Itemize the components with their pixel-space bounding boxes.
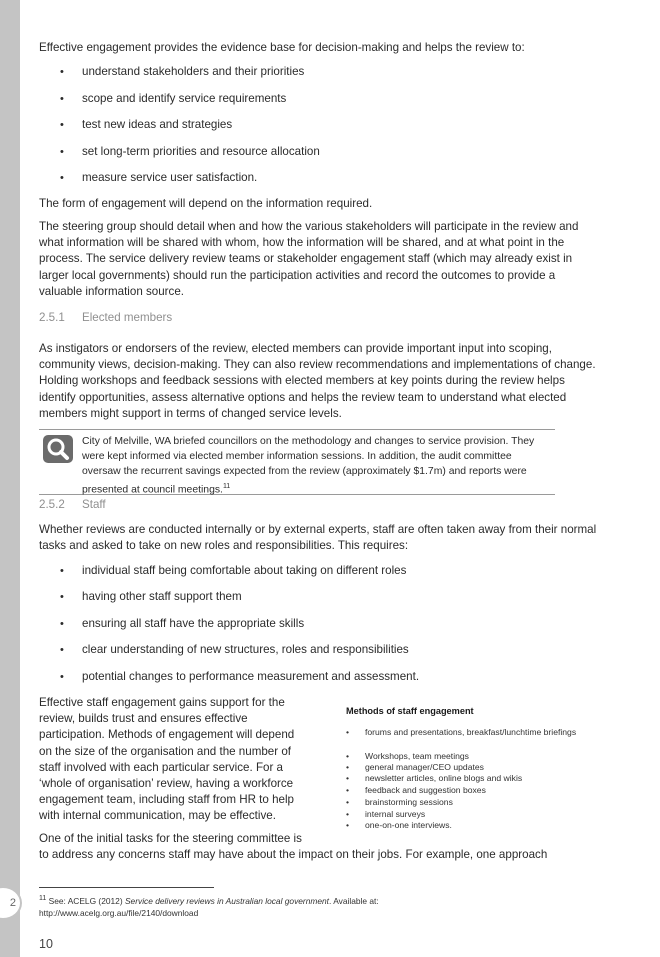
staff-paragraph: Whether reviews are conducted internally or by external experts, staff are often taken away from their normal tasks and asked to take on new roles and responsibilities. This requires:: [39, 523, 597, 553]
form-paragraph: The form of engagement will depend on the information required.: [39, 197, 373, 210]
side-tab-marker: 2: [0, 886, 22, 920]
initial-tasks-paragraph: One of the initial tasks for the steering committee is to address any concerns staff may have about the impact on their jobs. For example, one approach: [39, 832, 548, 862]
case-study-text: City of Melville, WA briefed councillors on the methodology and changes to service provision. They were kept informed via elected member information sessions. In addition, the audit committee oversaw the recurrent savings expected from the review (approximately $1.7m) and reports were presented at council meetings.$^{11}$: [82, 436, 535, 496]
methods-box-title: Methods of staff engagement: [346, 706, 474, 716]
footnote-link[interactable]: http://www.acelg.org.au/file/2140/download: [39, 907, 199, 918]
page-number: 10: [39, 937, 53, 951]
section-heading-staff: 2.5.2 Staff: [39, 498, 106, 511]
footnote: $^{11}$ See: ACELG (2012) Service delivery reviews in Australian local government. Available at: http://www.acelg.org.au/file/2140/download: [39, 893, 599, 919]
engagement-paragraph: Effective staff engagement gains support for the review, builds trust and ensures effective participation. Methods of engagement will depend on the size of the organisation and the number of staff involved with each particular service. For a ‘whole of organisation’ review, having a workforce engagement team, including staff from HR to help with internal communication, may be effective.: [39, 696, 295, 823]
section-heading-elected-members: 2.5.1 Elected members: [39, 311, 173, 324]
footnote-divider: [39, 887, 214, 888]
footnote-ref: 11: [222, 483, 231, 490]
magnifier-icon: [43, 435, 73, 463]
case-study-box: [39, 429, 555, 495]
side-band: [0, 0, 20, 957]
intro-paragraph: Effective engagement provides the evidence base for decision-making and helps the review to:: [39, 41, 525, 54]
steering-paragraph: The steering group should detail when and how the various stakeholders will participate in the review and what information will be shared with whom, how the information will be shared, and at what point in the process. The service delivery review teams or stakeholder engagement staff (which may already exist in larger local governments) should run the participation activities and record the outcomes to provide a valuable information source.: [39, 220, 579, 298]
elected-members-paragraph: As instigators or endorsers of the review, elected members can provide important input into scoping, community views, decision-making. They can also review recommendations and implementations of change. Holding workshops and feedback sessions with elected members at key points during the review helps identify opportunities, assess alternative options and helps the review team to understand what elected members might support in terms of changed service levels.: [39, 342, 596, 420]
